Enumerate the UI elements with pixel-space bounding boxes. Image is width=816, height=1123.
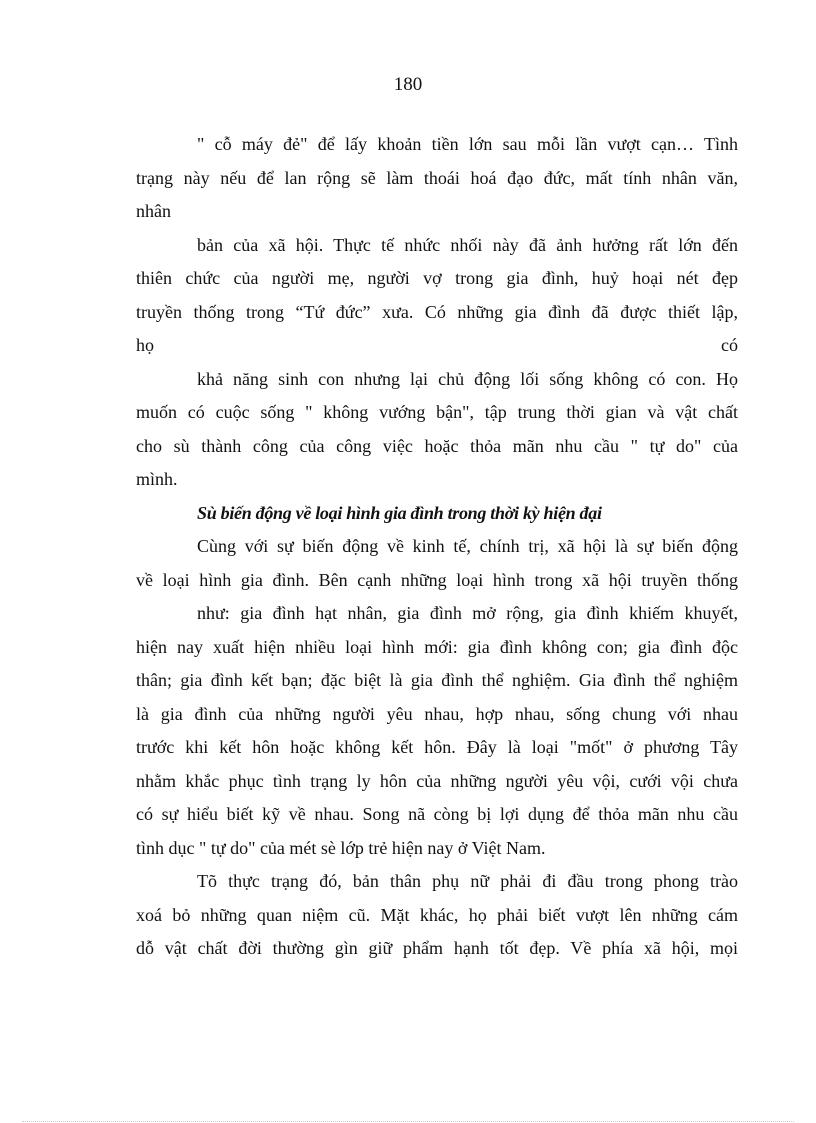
page-bottom-border bbox=[22, 1121, 794, 1122]
text-line: nhằm khắc phục tình trạng ly hôn của những người yêu vội, cưới vội chưa bbox=[136, 770, 738, 791]
split-line bbox=[136, 329, 738, 363]
text-line: bản của xã hội. Thực tế nhức nhối này đã ảnh hưởng rất lớn đến bbox=[197, 234, 738, 255]
text-line: Cùng với sự biến động về kinh tế, chính trị, xã hội là sự biến động bbox=[197, 536, 738, 556]
section-heading: Sù biến động về loại hình gia đình trong thời kỳ hiện đại bbox=[197, 502, 602, 523]
text-line: mình. bbox=[136, 469, 178, 489]
body-text bbox=[136, 128, 738, 966]
text-line: tình dục " tự do" của mét sè lớp trẻ hiện nay ở Việt Nam. bbox=[136, 837, 546, 858]
text-line: dỗ vật chất đời thường gìn giữ phẩm hạnh tốt đẹp. Về phía xã hội, mọi bbox=[136, 938, 738, 958]
text-line: Tõ thực trạng đó, bản thân phụ nữ phải đi đầu trong phong trào bbox=[197, 871, 738, 891]
text-line: trạng này nếu để lan rộng sẽ làm thoái hoá đạo đức, mất tính nhân văn, bbox=[136, 167, 738, 188]
text-line: như: gia đình hạt nhân, gia đình mở rộng, gia đình khiếm khuyết, bbox=[197, 603, 738, 623]
text-line: thân; gia đình kết bạn; đặc biệt là gia đình thể nghiệm. Gia đình thể nghiệm bbox=[136, 670, 738, 690]
page-number: 180 bbox=[393, 74, 423, 95]
text-fragment-left: họ bbox=[136, 335, 154, 355]
text-line: muốn có cuộc sống " không vướng bận", tập trung thời gian và vật chất bbox=[136, 402, 738, 422]
text-line: hiện nay xuất hiện nhiều loại hình mới: gia đình không con; gia đình độc bbox=[136, 636, 738, 657]
text-line: thiên chức của người mẹ, người vợ trong gia đình, huỷ hoại nét đẹp bbox=[136, 268, 738, 288]
text-line: truyền thống trong “Tứ đức” xưa. Có những gia đình đã được thiết lập, bbox=[136, 301, 738, 322]
text-line: nhân bbox=[136, 201, 171, 221]
text-line: khả năng sinh con nhưng lại chủ động lối sống không có con. Họ bbox=[197, 368, 738, 389]
text-line: cho sù thành công của công việc hoặc thỏa mãn nhu cầu " tự do" của bbox=[136, 435, 738, 456]
text-line: trước khi kết hôn hoặc không kết hôn. Đây là loại "mốt" ở phương Tây bbox=[136, 737, 738, 757]
text-line: là gia đình của những người yêu nhau, hợp nhau, sống chung với nhau bbox=[136, 703, 738, 724]
text-line: xoá bỏ những quan niệm cũ. Mặt khác, họ phải biết vượt lên những cám bbox=[136, 904, 738, 925]
text-line: " cỗ máy đẻ" để lấy khoản tiền lớn sau mỗi lần vượt cạn… Tình bbox=[197, 134, 738, 154]
text-fragment-right: có bbox=[721, 335, 738, 355]
text-line: về loại hình gia đình. Bên cạnh những loại hình trong xã hội truyền thống bbox=[136, 569, 738, 590]
text-line: có sự hiểu biết kỹ về nhau. Song nã còng bị lợi dụng để thỏa mãn nhu cầu bbox=[136, 804, 738, 824]
